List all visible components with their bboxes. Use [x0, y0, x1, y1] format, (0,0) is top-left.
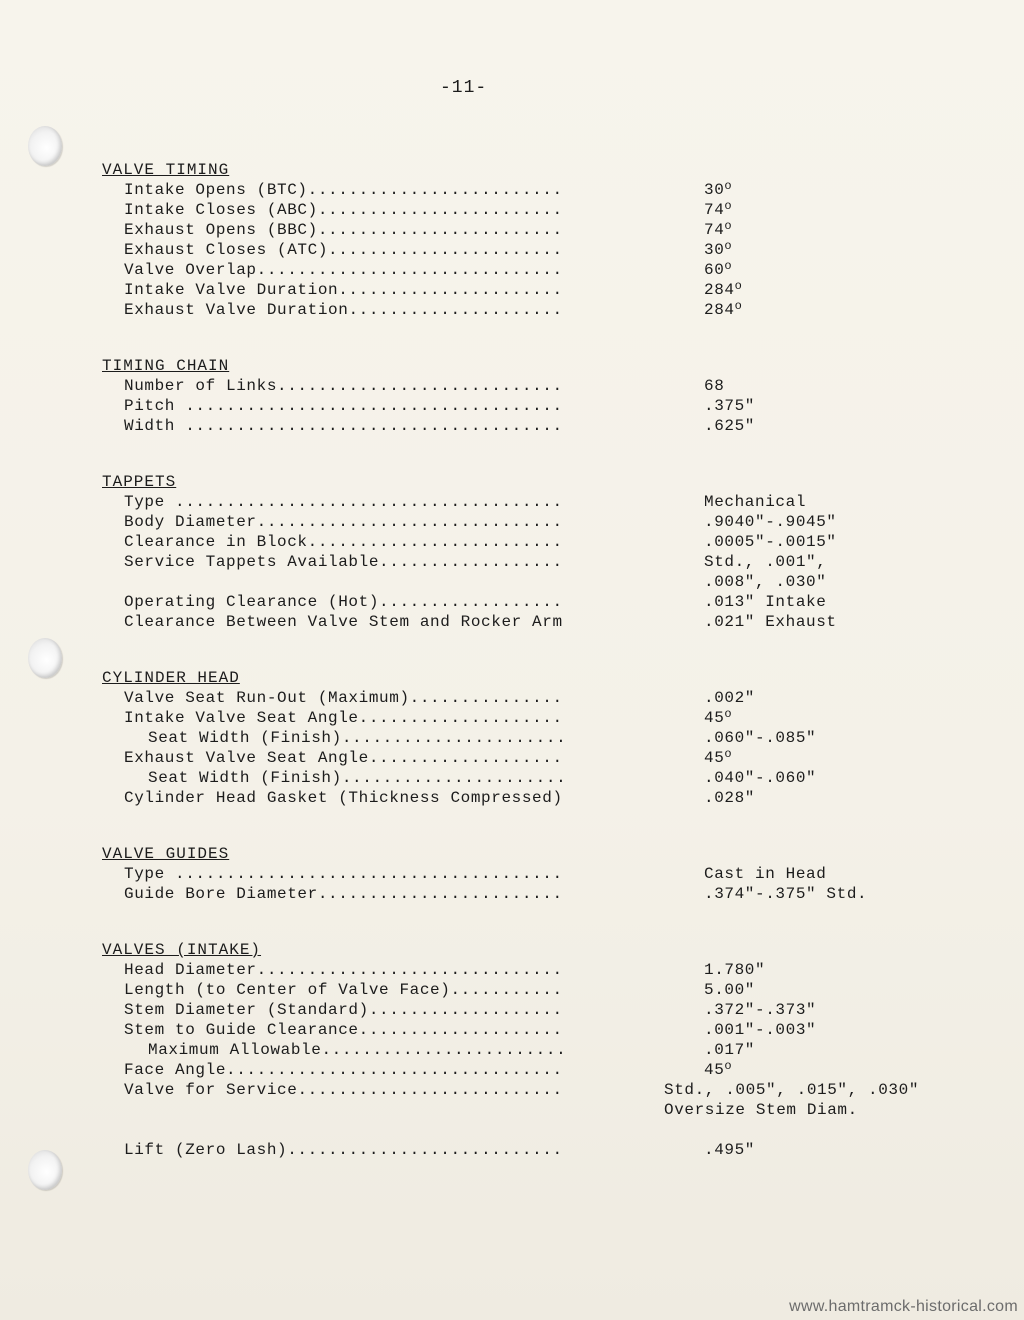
spec-label-text: Type	[124, 493, 165, 511]
spec-label-text: Body Diameter	[124, 513, 257, 531]
leader-dots: .....................................	[175, 397, 563, 415]
spec-label	[102, 708, 702, 728]
spec-label-text: Intake Opens (BTC)	[124, 181, 308, 199]
degree-symbol: o	[724, 1059, 733, 1073]
spec-label	[102, 492, 702, 512]
leader-dots: ......................................	[164, 493, 563, 511]
spec-value-text: 68	[704, 377, 725, 395]
spec-value-text: .002"	[704, 689, 756, 707]
leader-dots: ........................	[317, 885, 563, 903]
spec-value	[702, 300, 742, 320]
spec-label-text: Intake Closes (ABC)	[124, 201, 318, 219]
spec-label-text: Stem Diameter (Standard)	[124, 1001, 369, 1019]
spec-label-text: Guide Bore Diameter	[124, 885, 318, 903]
spec-label-text: Operating Clearance (Hot)	[124, 593, 380, 611]
leader-dots: .....................	[348, 301, 563, 319]
spec-label-text: Valve Overlap	[124, 261, 257, 279]
spec-value	[702, 708, 732, 728]
spec-row	[102, 708, 982, 728]
degree-symbol: o	[724, 747, 733, 761]
spec-label	[102, 280, 702, 300]
spec-label	[102, 612, 702, 632]
spec-label-text: Number of Links	[124, 377, 278, 395]
spec-row	[102, 612, 982, 632]
spec-label-text: Clearance in Block	[124, 533, 308, 551]
spec-row	[102, 1140, 982, 1160]
spec-label	[102, 416, 702, 436]
leader-dots: ....................	[358, 709, 563, 727]
degree-symbol: o	[724, 219, 733, 233]
spec-row	[102, 1040, 982, 1060]
spec-row	[102, 688, 982, 708]
spec-row	[102, 376, 982, 396]
spec-value-text: .375"	[704, 397, 756, 415]
section-title: TAPPETS	[102, 473, 177, 491]
spec-value-text: .372"-.373"	[704, 1001, 817, 1019]
spec-value	[702, 260, 732, 280]
spec-row	[102, 260, 982, 280]
leader-dots: ...................	[368, 749, 563, 767]
spec-label	[102, 728, 702, 748]
section-title: VALVE TIMING	[102, 161, 230, 179]
spec-value-text: 45	[704, 1061, 725, 1079]
spec-value-text: .001"-.003"	[704, 1021, 817, 1039]
spec-label-text: Pitch	[124, 397, 176, 415]
section-valve-guides	[102, 844, 982, 904]
spec-value-text: 45	[704, 709, 725, 727]
spec-row	[102, 280, 982, 300]
spec-label-text: Face Angle	[124, 1061, 227, 1079]
spec-row	[102, 492, 982, 512]
spec-label	[102, 688, 702, 708]
spec-label-text: Exhaust Valve Duration	[124, 301, 349, 319]
section-tappets	[102, 472, 982, 632]
spec-label-text: Maximum Allowable	[148, 1041, 322, 1059]
spec-label	[102, 200, 702, 220]
spec-label	[102, 1140, 702, 1160]
leader-dots: ..............................	[256, 961, 563, 979]
spec-label	[102, 748, 702, 768]
leader-dots: ........................	[321, 1041, 567, 1059]
leader-dots: .......................	[328, 241, 563, 259]
spec-label-text: Exhaust Valve Seat Angle	[124, 749, 369, 767]
spec-row	[102, 884, 982, 904]
spec-value	[702, 280, 742, 300]
spec-value	[702, 396, 755, 416]
spec-row	[102, 1060, 982, 1080]
binder-hole-bottom	[28, 1150, 62, 1190]
leader-dots: ..................	[379, 553, 563, 571]
spec-row	[102, 220, 982, 240]
spec-row	[102, 864, 982, 884]
leader-dots: .....................................	[175, 417, 563, 435]
spec-row	[102, 180, 982, 200]
spec-label-text: Service Tappets Available	[124, 553, 380, 571]
spec-value	[702, 612, 837, 632]
spec-row	[102, 1080, 982, 1100]
binder-hole-middle	[28, 638, 62, 678]
spec-value	[702, 376, 724, 396]
section-valves-intake	[102, 940, 982, 1160]
spec-value-text: Oversize Stem Diam.	[664, 1101, 858, 1119]
spec-row	[102, 552, 982, 572]
spec-label	[102, 864, 702, 884]
spec-row	[102, 1000, 982, 1020]
spec-row	[102, 300, 982, 320]
spec-label	[102, 552, 702, 572]
spec-label	[102, 376, 702, 396]
leader-dots: ..........................	[297, 1081, 563, 1099]
leader-dots: ...........................	[287, 1141, 563, 1159]
spec-value-text: .9040"-.9045"	[704, 513, 837, 531]
leader-dots: ......................	[338, 281, 563, 299]
spec-value	[702, 416, 755, 436]
spec-row	[102, 396, 982, 416]
spec-label-text: Intake Valve Duration	[124, 281, 339, 299]
spec-value	[702, 768, 816, 788]
spec-value-text: Std., .005", .015", .030"	[664, 1081, 920, 1099]
spec-value	[702, 532, 837, 552]
spec-row	[102, 512, 982, 532]
leader-dots: ............................	[277, 377, 563, 395]
spec-value	[702, 748, 732, 768]
leader-dots: ......................	[341, 729, 567, 747]
spec-label-text: Seat Width (Finish)	[148, 729, 342, 747]
degree-symbol: o	[724, 259, 733, 273]
spec-label-text: Seat Width (Finish)	[148, 769, 342, 787]
leader-dots: ....................	[358, 1021, 563, 1039]
spec-label	[102, 572, 702, 592]
leader-dots: ........................	[317, 221, 563, 239]
spec-value	[702, 220, 732, 240]
spec-label	[102, 220, 702, 240]
spec-content	[102, 160, 982, 1196]
spec-row	[102, 200, 982, 220]
spec-value-text: 74	[704, 201, 725, 219]
spec-value	[702, 1140, 755, 1160]
spec-row	[102, 572, 982, 592]
spec-value-text: 60	[704, 261, 725, 279]
binder-hole-top	[28, 126, 62, 166]
leader-dots: ..............................	[256, 261, 563, 279]
spec-value-text: .008", .030"	[704, 573, 827, 591]
spec-row	[102, 1100, 982, 1120]
spec-value-text: .625"	[704, 417, 756, 435]
spec-label	[102, 240, 702, 260]
leader-dots: .........................	[307, 533, 563, 551]
spec-value-text: Cast in Head	[704, 865, 827, 883]
spec-value	[702, 240, 732, 260]
spec-label-text: Head Diameter	[124, 961, 257, 979]
spec-row	[102, 1020, 982, 1040]
spec-label-text: Width	[124, 417, 176, 435]
spec-label	[102, 300, 702, 320]
page-number: -11-	[440, 78, 488, 98]
spec-value	[702, 180, 732, 200]
spec-label-text: Type	[124, 865, 165, 883]
leader-dots: ......................	[341, 769, 567, 787]
spec-value	[702, 884, 867, 904]
spec-value-text: 45	[704, 749, 725, 767]
spec-value-text: .374"-.375" Std.	[704, 885, 868, 903]
spec-row	[102, 240, 982, 260]
spec-row	[102, 768, 982, 788]
spec-value	[702, 200, 732, 220]
section-title: TIMING CHAIN	[102, 357, 230, 375]
spec-label	[102, 532, 702, 552]
spec-value	[702, 728, 816, 748]
spec-row	[102, 416, 982, 436]
spec-label-text: Cylinder Head Gasket (Thickness Compressed)	[124, 789, 563, 807]
leader-dots: ...............	[409, 689, 563, 707]
spec-label	[102, 1080, 702, 1100]
spec-label	[102, 884, 702, 904]
spec-label-text: Intake Valve Seat Angle	[124, 709, 359, 727]
spec-row	[102, 788, 982, 808]
spec-value	[702, 864, 826, 884]
leader-dots: ..............................	[256, 513, 563, 531]
spec-row	[102, 532, 982, 552]
section-valve-timing	[102, 160, 982, 320]
spec-value-text: 1.780"	[704, 961, 766, 979]
spec-value	[702, 1040, 755, 1060]
spec-value-text: Std., .001",	[704, 553, 827, 571]
spec-label	[102, 180, 702, 200]
spec-label	[102, 1040, 702, 1060]
spec-value	[702, 980, 755, 1000]
spec-value-text: 30	[704, 181, 725, 199]
leader-dots: .........................	[307, 181, 563, 199]
leader-dots: ..................	[379, 593, 563, 611]
spec-label-text: Clearance Between Valve Stem and Rocker Arm	[124, 613, 563, 631]
spec-label	[102, 1000, 702, 1020]
spec-row	[102, 728, 982, 748]
spec-row	[102, 960, 982, 980]
spec-label	[102, 788, 702, 808]
section-timing-chain	[102, 356, 982, 436]
spec-value-text: .060"-.085"	[704, 729, 817, 747]
spec-value-text: Mechanical	[704, 493, 807, 511]
spec-label-text: Exhaust Closes (ATC)	[124, 241, 329, 259]
spec-value	[702, 788, 755, 808]
section-cylinder-head	[102, 668, 982, 808]
spec-value	[662, 1080, 919, 1100]
spec-value	[702, 960, 765, 980]
spec-value	[702, 1060, 732, 1080]
spec-label	[102, 768, 702, 788]
degree-symbol: o	[724, 707, 733, 721]
spec-value	[702, 688, 755, 708]
spec-value	[662, 1100, 858, 1120]
spec-row	[102, 592, 982, 612]
spec-value	[702, 512, 837, 532]
spec-value-text: .017"	[704, 1041, 756, 1059]
spec-label-text: Lift (Zero Lash)	[124, 1141, 288, 1159]
leader-dots: ...........	[450, 981, 563, 999]
spec-value	[702, 552, 826, 572]
spec-label	[102, 1060, 702, 1080]
degree-symbol: o	[734, 299, 743, 313]
spec-label-text: Stem to Guide Clearance	[124, 1021, 359, 1039]
spec-label-text: Valve for Service	[124, 1081, 298, 1099]
watermark: www.hamtramck-historical.com	[789, 1298, 1018, 1315]
spec-value-text: .495"	[704, 1141, 756, 1159]
section-title: VALVES (INTAKE)	[102, 941, 262, 959]
spec-label	[102, 396, 702, 416]
spec-row	[102, 748, 982, 768]
spec-label	[102, 260, 702, 280]
leader-dots: ...................	[368, 1001, 563, 1019]
degree-symbol: o	[724, 239, 733, 253]
spec-label	[102, 980, 702, 1000]
spec-label	[102, 1020, 702, 1040]
spec-value	[702, 572, 826, 592]
spec-value-text: .0005"-.0015"	[704, 533, 837, 551]
degree-symbol: o	[724, 199, 733, 213]
spec-label	[102, 1100, 702, 1120]
spec-value-text: .040"-.060"	[704, 769, 817, 787]
spec-label-text: Exhaust Opens (BBC)	[124, 221, 318, 239]
leader-dots: .................................	[226, 1061, 563, 1079]
spec-value-text: .028"	[704, 789, 756, 807]
degree-symbol: o	[724, 179, 733, 193]
spec-value-text: 284	[704, 301, 735, 319]
spec-value-text: 30	[704, 241, 725, 259]
spec-label	[102, 512, 702, 532]
spec-label-text: Valve Seat Run-Out (Maximum)	[124, 689, 410, 707]
spec-value-text: 284	[704, 281, 735, 299]
leader-dots: ........................	[317, 201, 563, 219]
spec-value	[702, 492, 806, 512]
spec-label	[102, 592, 702, 612]
spec-value	[702, 1000, 816, 1020]
degree-symbol: o	[734, 279, 743, 293]
section-title: CYLINDER HEAD	[102, 669, 240, 687]
leader-dots: ......................................	[164, 865, 563, 883]
spec-value-text: .013" Intake	[704, 593, 827, 611]
spec-label	[102, 960, 702, 980]
spec-value-text: .021" Exhaust	[704, 613, 837, 631]
spec-row	[102, 980, 982, 1000]
spec-value-text: 5.00"	[704, 981, 756, 999]
section-title: VALVE GUIDES	[102, 845, 230, 863]
spec-value-text: 74	[704, 221, 725, 239]
spec-label-text: Length (to Center of Valve Face)	[124, 981, 451, 999]
spec-value	[702, 1020, 816, 1040]
spec-value	[702, 592, 826, 612]
